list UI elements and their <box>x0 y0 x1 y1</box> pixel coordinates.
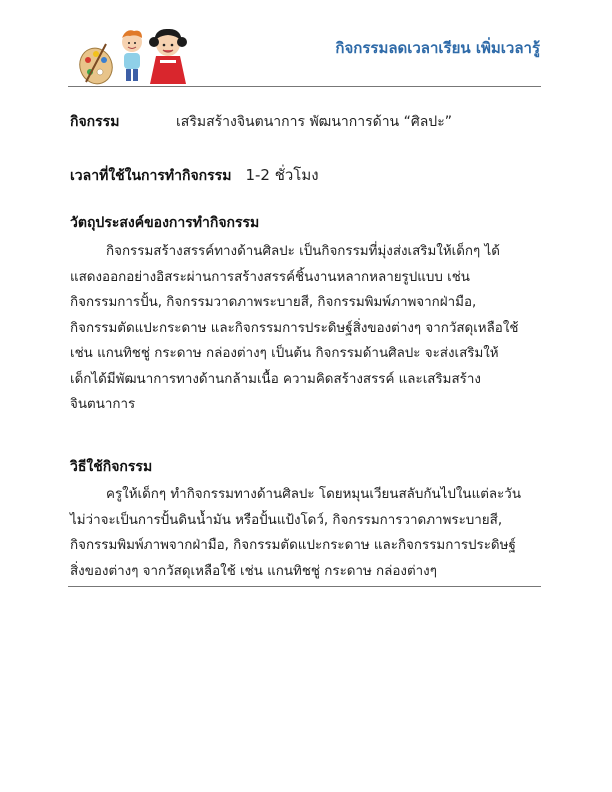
header-title: กิจกรรมลดเวลาเรียน เพิ่มเวลารู้ <box>335 39 540 57</box>
activity-label: กิจกรรม <box>70 114 120 130</box>
children-painting-icon <box>76 26 196 88</box>
duration-row <box>70 163 319 187</box>
paragraph-line: ครูให้เด็กๆ ทำกิจกรรมทางด้านศิลปะ โดยหมุนเวียนสลับกันไปในแต่ละวัน <box>106 487 521 502</box>
paragraph-line: กิจกรรมพิมพ์ภาพจากฝ่ามือ, กิจกรรมตัดแปะกระดาษ และกิจกรรมการประดิษฐ์ <box>70 538 516 553</box>
paragraph-line: ไม่ว่าจะเป็นการปั้นดินน้ำมัน หรือปั้นแป้งโดว์, กิจกรรมการวาดภาพระบายสี, <box>70 512 503 528</box>
objective-heading: วัตถุประสงค์ของการทำกิจกรรม <box>70 215 260 231</box>
duration-label: เวลาที่ใช้ในการทำกิจกรรม <box>70 168 232 184</box>
paragraph-line: สิ่งของต่างๆ จากวัสดุเหลือใช้ เช่น แกนทิชชู่ กระดาษ กล่องต่างๆ <box>70 563 437 579</box>
footer-divider <box>68 586 541 587</box>
paragraph-line: กิจกรรมการปั้น, กิจกรรมวาดภาพระบายสี, กิจกรรมพิมพ์ภาพจากฝ่ามือ, <box>70 295 477 310</box>
header-divider <box>68 86 541 87</box>
activity-row <box>70 111 119 133</box>
paragraph-line: เด็กได้มีพัฒนาการทางด้านกล้ามเนื้อ ความคิดสร้างสรรค์ และเสริมสร้าง <box>70 371 481 387</box>
paragraph-line: กิจกรรมตัดแปะกระดาษ และกิจกรรมการประดิษฐ์สิ่งของต่างๆ จากวัสดุเหลือใช้ <box>70 320 519 336</box>
page-header <box>0 0 612 90</box>
duration-value: 1-2 ชั่วโมง <box>245 166 319 184</box>
paragraph-line: เช่น แกนทิชชู่ กระดาษ กล่องต่างๆ เป็นต้น กิจกรรมด้านศิลปะ จะส่งเสริมให้ <box>70 346 499 361</box>
objective-paragraph <box>70 239 542 418</box>
method-heading: วิธีใช้กิจกรรม <box>70 459 153 475</box>
paragraph-line: จินตนาการ <box>70 397 136 412</box>
activity-value: เสริมสร้างจินตนาการ พัฒนาการด้าน “ศิลปะ” <box>176 114 452 130</box>
paragraph-line: แสดงออกอย่างอิสระผ่านการสร้างสรรค์ชิ้นงานหลากหลายรูปแบบ เช่น <box>70 269 470 285</box>
method-paragraph <box>70 482 542 584</box>
paragraph-line: กิจกรรมสร้างสรรค์ทางด้านศิลปะ เป็นกิจกรรมที่มุ่งส่งเสริมให้เด็กๆ ได้ <box>106 244 500 259</box>
